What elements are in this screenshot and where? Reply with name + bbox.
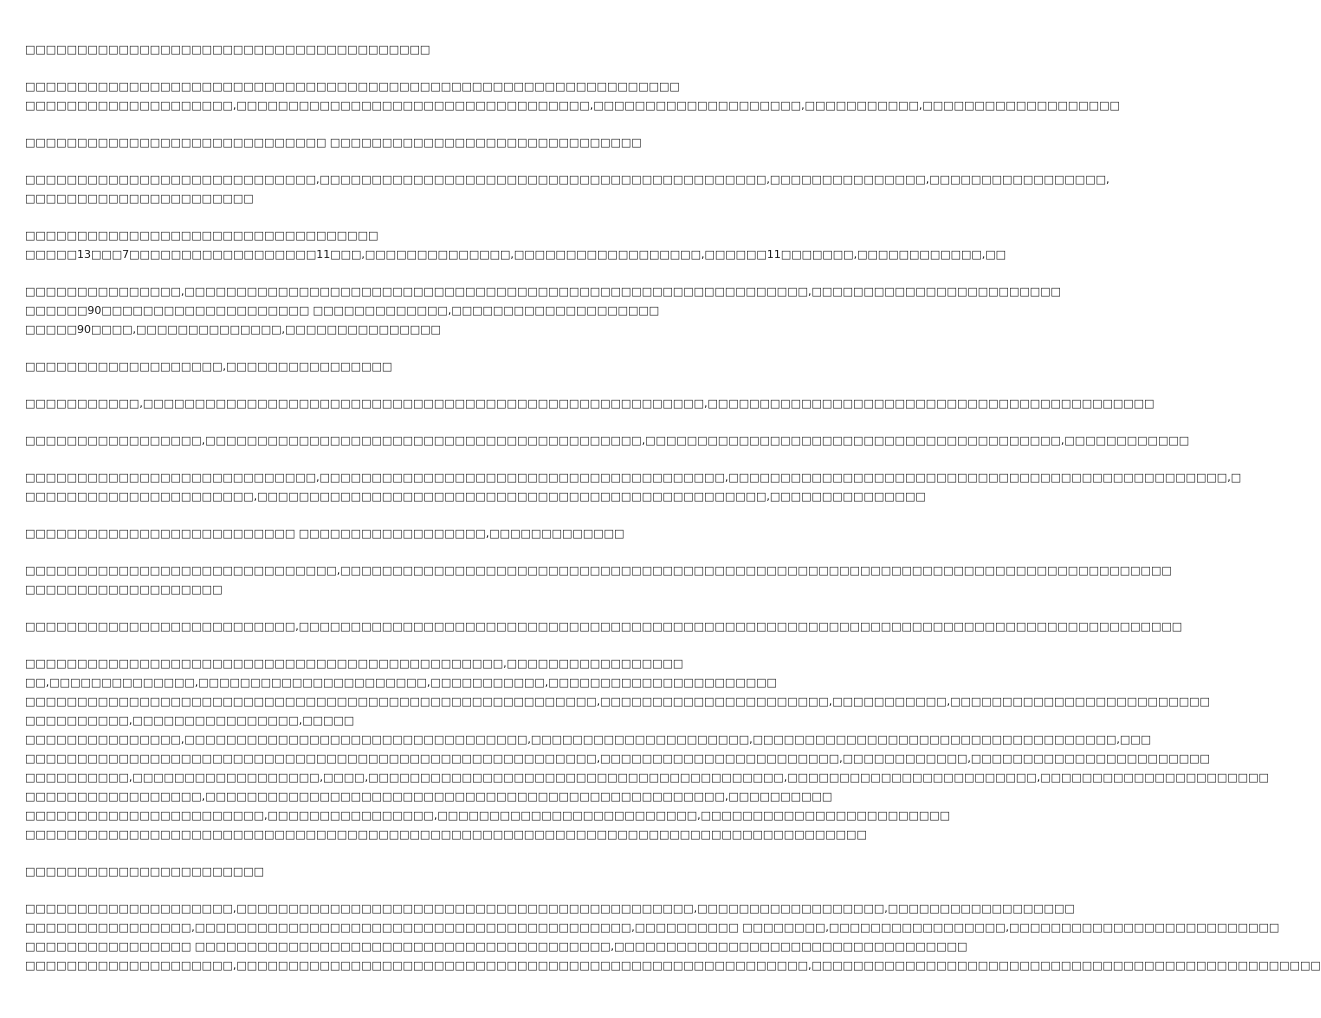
text-line: □□□□□□□□□□□□□□□□□□□□□□□□□□□□,□□□□□□□□□□□□□□□□□□□□□□□□□□□□□□□□□□□□□□□□□□□,□□□□□□□□□□□□□□□,□□□□□□□□□□□□□□□□□, — [25, 173, 1110, 186]
text-line: □□□□□□□□□□□□□□□□□□□□□□□□□□□□,□□□□□□□□□□□□□□□□□□□□□□□□□□□□□□□□□□□□□□□,□□□□□□□□□□□□□□□□□□□□□□□□□□□□□□□□□□□□□□□□□□□□□□□□,□ — [25, 471, 1242, 484]
text-line: □□□□□□□□□□□□□□□□□□□□□□□□□□□□□□□□□□□□□□□□□□□□□□,□□□□□□□□□□□□□□□□□ — [25, 657, 684, 670]
paragraph — [25, 357, 697, 376]
text-line: □□□□□□□□□□,□□□□□□□□□□□□□□□□,□□□□□ — [25, 714, 355, 727]
text-line: □□□□□□□□□□□□□□□□□□□□□□□ — [25, 865, 265, 878]
text-line: □□□□□90□□□□,□□□□□□□□□□□□□□,□□□□□□□□□□□□□□□ — [25, 323, 441, 336]
text-line: □□□□□□□□□□□□□□□□□□□□□□□□□□□□□□□□□□□□□□□□□□□□□□□□□□□□□□□,□□□□□□□□□□□□□□□□□□□□□□□,□□□□□□□□□□□□,□□□□□□□□□□□□□□□□□□□□□□□ — [25, 752, 1210, 765]
document-body — [25, 40, 1321, 993]
text-line: □□□□□□□□□□□□□□□□□□□□□□□□□□ □□□□□□□□□□□□□□□□□□,□□□□□□□□□□□□□ — [25, 527, 625, 540]
text-line: □□□□□□□□□□□□□□□□□□□□,□□□□□□□□□□□□□□□□□□□□□□□□□□□□□□□□□□□□□□□□□□□□,□□□□□□□□□□□□□□□□□□,□□□□□□□□□□□□□□□□□□ — [25, 902, 1075, 915]
text-line: □□□□□□□□□□□□□□□□ □□□□□□□□□□□□□□□□□□□□□□□□□□□□□□□□□□□□□□□□,□□□□□□□□□□□□□□□□□□□□□□□□□□□□□□□□□□ — [25, 940, 968, 953]
text-line: □□□□□□□□□□□□□□□□□,□□□□□□□□□□□□□□□□□□□□□□□□□□□□□□□□□□□□□□□□□□□□□□□□□□,□□□□□□□□□□ — [25, 790, 833, 803]
text-line: □□□□□□90□□□□□□□□□□□□□□□□□□□□ □□□□□□□□□□□□□,□□□□□□□□□□□□□□□□□□□□ — [25, 304, 660, 317]
paragraph — [25, 862, 697, 881]
text-line: □□□□□□□□□□□□□□□□□□□ — [25, 583, 223, 596]
text-line: □□□□□□□□□□□,□□□□□□□□□□□□□□□□□□□□□□□□□□□□□□□□□□□□□□□□□□□□□□□□□□□□□□,□□□□□□□□□□□□□□□□□□□□□□□□□□□□□□□□□□□□□□□□□□□ — [25, 397, 1155, 410]
paragraph — [25, 654, 1269, 844]
paragraph — [25, 524, 697, 543]
text-line: □□□□□□□□□□□□□□□□□□□□□□□□□□□□□□□□□□ — [25, 229, 379, 242]
text-line: □□□□□□□□□□□□□□□□□□□,□□□□□□□□□□□□□□□□ — [25, 360, 393, 373]
text-line: □□□□□□□□□□□□□□□□□□□□□□□□□□□□□□□□□□□□□□□□□□□□□□□□□□□□□□□□□□□□□□□ — [25, 80, 680, 93]
paragraph — [25, 468, 1242, 506]
text-line: □□□□□□□□□□□□□□□□□□□□□□□□□□□□□ □□□□□□□□□□□□□□□□□□□□□□□□□□□□□□ — [25, 136, 642, 149]
paragraph — [25, 394, 1155, 413]
text-line: □□□□□□□□□□□□□□□□,□□□□□□□□□□□□□□□□□□□□□□□□□□□□□□□□□□□□□□□□□□,□□□□□□□□□□ □□□□□□□□,□□□□□□□□□□□□□□□□□,□□□□□□□□□□□□□□□□□□□□□□□□□□ — [25, 921, 1280, 934]
text-line: □□□□□□□□□□□□□□□□□□□□□□,□□□□□□□□□□□□□□□□□□□□□□□□□□□□□□□□□□□□□□□□□□□□□□□□□,□□□□□□□□□□□□□□□ — [25, 490, 926, 503]
paragraph — [25, 133, 697, 152]
text-line: □□□□□□□□□□□□□□□□□□□□□□□□□□,□□□□□□□□□□□□□□□□□□□□□□□□□□□□□□□□□□□□□□□□□□□□□□□□□□□□□□□□□□□□□□□□□□□□□□□□□□□□□□□□□□□□□ — [25, 620, 1183, 633]
paragraph — [25, 40, 697, 59]
text-line: □□□□□□□□□□□□□□□□□□□□□□□□□□□□□□□□□□□□□□□□□□□□□□□□□□□□□□□□□□□□□□□□□□□□□□□□□□□□□□□□□ — [25, 828, 867, 841]
text-line: □□□□□□□□□□□□□□□□□□□□,□□□□□□□□□□□□□□□□□□□□□□□□□□□□□□□□□□□□□□□□□□□□□□□□□□□□□□□,□□□□□□□□□□□□□□□□□□□□□□□□□□□□□□□□□□□□□□□□□□□□□□□□□ — [25, 959, 1321, 972]
paragraph — [25, 431, 1190, 450]
text-line: □□□□□□□□□□□□□□□,□□□□□□□□□□□□□□□□□□□□□□□□□□□□□□□□□□□□□□□□□□□□□□□□□□□□□□□□□□□□,□□□□□□□□□□□□□□□□□□□□□□□□ — [25, 285, 1061, 298]
text-line: □□□□□□□□□□□□□□□□□□□□□□□□□□□□□□□□□□□□□□□ — [25, 43, 431, 56]
text-line: □□□□□□□□□□,□□□□□□□□□□□□□□□□□□,□□□□,□□□□□□□□□□□□□□□□□□□□□□□□□□□□□□□□□□□□□□□□,□□□□□□□□□□□□□□□□□□□□□□□□,□□□□□□□□□□□□□□□□□□□□□□ — [25, 771, 1269, 784]
paragraph — [25, 77, 1120, 115]
paragraph — [25, 561, 1172, 599]
paragraph — [25, 899, 1321, 975]
text-line: □□□□□□□□□□□□□□□□□□□□,□□□□□□□□□□□□□□□□□□□□□□□□□□□□□□□□□□,□□□□□□□□□□□□□□□□□□□□,□□□□□□□□□□□,□□□□□□□□□□□□□□□□□□□ — [25, 99, 1120, 112]
text-line: □□□□□□□□□□□□□□□□□□□□□□□□□□□□□□□□□□□□□□□□□□□□□□□□□□□□□□□,□□□□□□□□□□□□□□□□□□□□□□,□□□□□□□□□□□,□□□□□□□□□□□□□□□□□□□□□□□□□ — [25, 695, 1210, 708]
text-line: □□,□□□□□□□□□□□□□□,□□□□□□□□□□□□□□□□□□□□□□,□□□□□□□□□□□,□□□□□□□□□□□□□□□□□□□□□□ — [25, 676, 777, 689]
text-line: □□□□□□□□□□□□□□□□□□□□□□□□□□□□□□,□□□□□□□□□□□□□□□□□□□□□□□□□□□□□□□□□□□□□□□□□□□□□□□□□□□□□□□□□□□□□□□□□□□□□□□□□□□□□□□□ — [25, 564, 1172, 577]
text-line: □□□□□□□□□□□□□□□,□□□□□□□□□□□□□□□□□□□□□□□□□□□□□□□□□,□□□□□□□□□□□□□□□□□□□□□,□□□□□□□□□□□□□□□□□□□□□□□□□□□□□□□□□□□,□□□ — [25, 733, 1152, 746]
text-line: □□□□□□□□□□□□□□□□□□□□□□□,□□□□□□□□□□□□□□□□,□□□□□□□□□□□□□□□□□□□□□□□□□,□□□□□□□□□□□□□□□□□□□□□□□□ — [25, 809, 951, 822]
text-line: □□□□□□□□□□□□□□□□□□□□□□ — [25, 192, 254, 205]
text-line: □□□□□13□□□7□□□□□□□□□□□□□□□□□□11□□□,□□□□□□□□□□□□□□,□□□□□□□□□□□□□□□□□□,□□□□□□11□□□□□□□,□□□□□□□□□□□□,□□ — [25, 248, 1007, 261]
paragraph — [25, 170, 1110, 208]
paragraph — [25, 226, 1007, 264]
paragraph — [25, 282, 1061, 339]
text-line: □□□□□□□□□□□□□□□□□,□□□□□□□□□□□□□□□□□□□□□□□□□□□□□□□□□□□□□□□□□□,□□□□□□□□□□□□□□□□□□□□□□□□□□□□□□□□□□□□□□□□,□□□□□□□□□□□□ — [25, 434, 1190, 447]
paragraph — [25, 617, 1183, 636]
